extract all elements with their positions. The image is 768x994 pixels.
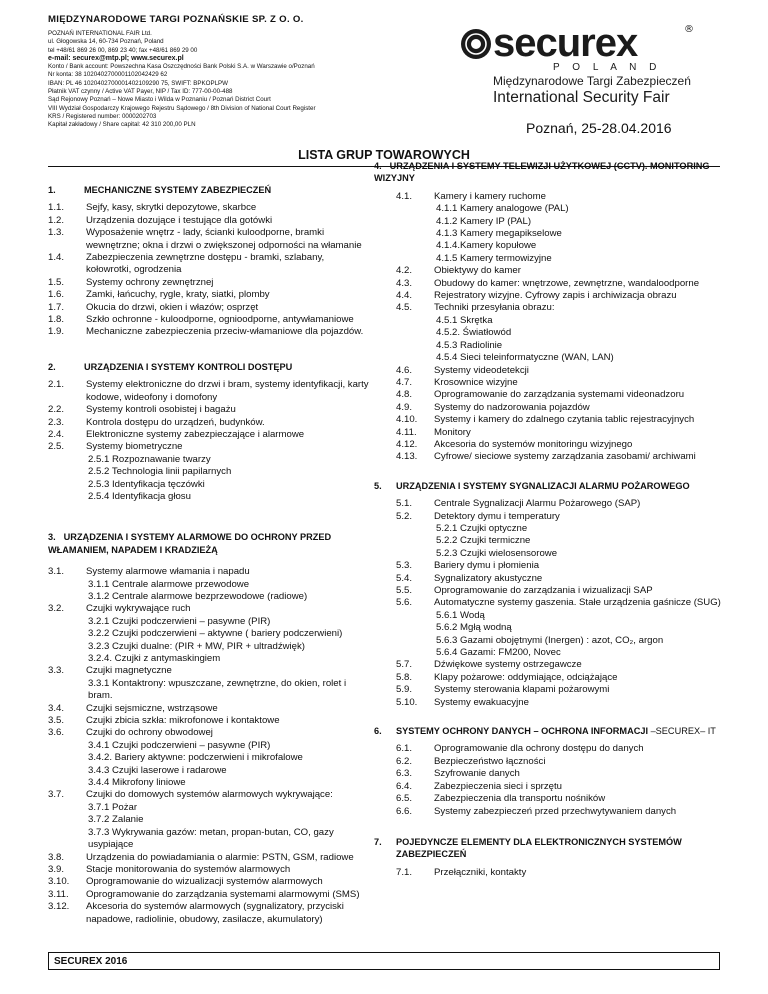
- item-number: 1.8.: [48, 314, 65, 326]
- sub-item: 4.5.1 Skrętka: [436, 314, 493, 326]
- section-5: [374, 480, 726, 709]
- sub-item: 3.2.4. Czujki z antymaskingiem: [88, 653, 221, 664]
- list-item: [48, 864, 370, 876]
- right-column: [374, 160, 726, 889]
- item-number: 3.11.: [48, 888, 69, 900]
- list-item: [396, 290, 726, 302]
- item-text: Systemy biometryczne: [86, 441, 183, 453]
- event-date: Poznań, 25-28.04.2016: [526, 120, 672, 136]
- sub-item: 3.7.1 Pożar: [88, 801, 138, 813]
- sub-item: 3.4.4 Mikrofony liniowe: [88, 777, 186, 789]
- item-text: Kontrola dostępu do urządzeń, budynków.: [86, 416, 265, 428]
- list-item: [48, 404, 370, 416]
- list-item: [396, 265, 726, 277]
- org-line: POZNAŃ INTERNATIONAL FAIR Ltd.: [48, 30, 152, 37]
- list-item: [48, 901, 370, 926]
- list-item: [48, 202, 370, 214]
- section-items: [396, 191, 726, 464]
- section-items: [396, 498, 726, 709]
- section-items: [48, 566, 370, 926]
- org-line: Nr konta: 38 1020402700001102042429 62: [48, 71, 168, 79]
- org-line: KRS / Registered number: 0000202703: [48, 112, 157, 120]
- left-column: [48, 184, 370, 936]
- item-number: 6.4.: [396, 780, 413, 792]
- section-4: [374, 160, 726, 464]
- list-item: [48, 441, 370, 453]
- item-number: 4.6.: [396, 364, 413, 376]
- item-number: 2.4.: [48, 428, 65, 440]
- list-item: [48, 429, 370, 441]
- item-number: 1.4.: [48, 252, 65, 264]
- item-text: Szyfrowanie danych: [434, 768, 520, 780]
- item-number: 3.2.: [48, 603, 65, 615]
- item-text: Zabezpieczenia sieci i sprzętu: [434, 780, 562, 792]
- sub-item: 3.4.1 Czujki podczerwieni – pasywne (PIR): [88, 739, 271, 751]
- item-number: 5.8.: [396, 671, 413, 683]
- sub-item: 3.1.1 Centrale alarmowe przewodowe: [88, 578, 250, 590]
- org-contact-block: [48, 30, 408, 130]
- item-text: Rejestratory wizyjne. Cyfrowy zapis i archiwizacja obrazu: [434, 290, 677, 302]
- list-item: [48, 252, 370, 277]
- item-text: Czujki magnetyczne: [86, 665, 172, 677]
- item-text: Klapy pożarowe: oddymiające, odciążające: [434, 671, 618, 683]
- item-text: Kamery i kamery ruchome: [434, 190, 546, 202]
- sub-item: 4.5.4 Sieci teleinformatyczne (WAN, LAN): [436, 352, 614, 364]
- item-number: 1.6.: [48, 289, 65, 301]
- org-name: MIĘDZYNARODOWE TARGI POZNAŃSKIE SP. Z O. O.: [48, 14, 304, 25]
- item-number: 2.1.: [48, 379, 65, 391]
- section-heading: 3. URZĄDZENIA I SYSTEMY ALARMOWE DO OCHRONY PRZED WŁAMANIEM, NAPADEM I KRADZIEŻĄ: [48, 532, 332, 555]
- item-number: 4.5.: [396, 302, 413, 314]
- item-number: 2.2.: [48, 404, 65, 416]
- item-number: 3.3.: [48, 665, 65, 677]
- item-text: Mechaniczne zabezpieczenia przeciw-włamaniowe dla pojazdów.: [86, 326, 364, 338]
- item-number: 3.4.: [48, 702, 65, 714]
- sub-item: 5.2.3 Czujki wielosensorowe: [436, 547, 558, 559]
- list-item: [48, 603, 370, 615]
- logo-tagline-en: International Security Fair: [493, 89, 670, 106]
- item-text: Urządzenia dozujące i testujące dla gotówki: [86, 214, 273, 226]
- sub-item: 5.2.1 Czujki optyczne: [436, 522, 528, 534]
- item-number: 5.6.: [396, 597, 413, 609]
- item-text: Czujki sejsmiczne, wstrząsowe: [86, 702, 218, 714]
- item-text: Systemy elektroniczne do drzwi i bram, systemy identyfikacji, karty kodowe, wideofony i domofony: [86, 379, 369, 403]
- list-item: [48, 289, 370, 301]
- item-number: 7.1.: [396, 866, 413, 878]
- sub-item: 5.6.3 Gazami obojętnymi (Inergen) : azot, CO₂, argon: [436, 634, 664, 646]
- item-number: 5.7.: [396, 659, 413, 671]
- item-text: Oprogramowanie do wizualizacji systemów alarmowych: [86, 876, 323, 888]
- section-items: [396, 867, 726, 879]
- list-item: [396, 573, 726, 585]
- list-item: [48, 215, 370, 227]
- item-number: 1.7.: [48, 301, 65, 313]
- section-heading: 2. URZĄDZENIA I SYSTEMY KONTROLI DOSTĘPU: [48, 361, 293, 372]
- sub-item: 3.2.1 Czujki podczerwieni – pasywne (PIR): [88, 615, 271, 627]
- logo-tagline-pl: Międzynarodowe Targi Zabezpieczeń: [493, 74, 691, 88]
- logo-brand: securex: [493, 21, 638, 65]
- item-number: 3.8.: [48, 851, 65, 863]
- page-title: LISTA GRUP TOWAROWYCH: [298, 148, 470, 162]
- item-number: 2.3.: [48, 416, 65, 428]
- item-number: 4.10.: [396, 414, 418, 426]
- item-text: Sygnalizatory akustyczne: [434, 572, 543, 584]
- list-item: [48, 789, 370, 801]
- sub-item: 3.7.3 Wykrywania gazów: metan, propan-butan, CO, gazy usypiające: [88, 826, 334, 851]
- section-heading: 5. URZĄDZENIA I SYSTEMY SYGNALIZACJI ALARMU POŻAROWEGO: [374, 480, 690, 491]
- section-heading: 4. URZĄDZENIA I SYSTEMY TELEWIZJI UŻYTKOWEJ (CCTV). MONITORING WIZYJNY: [374, 161, 710, 184]
- list-item: [396, 659, 726, 671]
- section-2: [48, 361, 370, 503]
- item-number: 4.3.: [396, 277, 413, 289]
- list-item: [396, 672, 726, 684]
- sub-item: 3.1.2 Centrale alarmowe bezprzewodowe (radiowe): [88, 590, 308, 602]
- item-text: Detektory dymu i temperatury: [434, 510, 560, 522]
- sub-item: 5.6.1 Wodą: [436, 609, 485, 621]
- org-line: ul. Głogowska 14, 60-734 Poznań, Poland: [48, 38, 164, 46]
- section-7: [374, 836, 726, 879]
- list-item: [48, 227, 370, 252]
- item-text: Systemy zabezpieczeń przed przechwytywaniem danych: [434, 805, 677, 817]
- item-number: 3.12.: [48, 901, 70, 913]
- item-text: Sejfy, kasy, skrytki depozytowe, skarbce: [86, 202, 257, 214]
- item-number: 1.9.: [48, 326, 65, 338]
- sub-item: 2.5.4 Identyfikacja głosu: [88, 490, 191, 502]
- list-item: [396, 743, 726, 755]
- list-item: [48, 326, 370, 338]
- item-text: Oprogramowanie dla ochrony dostępu do danych: [434, 743, 644, 755]
- sub-item: 5.6.4 Gazami: FM200, Novec: [436, 647, 561, 659]
- list-item: [396, 451, 726, 463]
- list-item: [396, 585, 726, 597]
- item-text: Oprogramowanie do zarządzania systemami videonadzoru: [434, 389, 685, 401]
- item-number: 5.10.: [396, 696, 418, 708]
- item-number: 5.1.: [396, 498, 413, 510]
- item-number: 4.7.: [396, 376, 413, 388]
- item-text: Okucia do drzwi, okien i włazów; osprzęt: [86, 301, 259, 313]
- item-text: Obudowy do kamer: wnętrzowe, zewnętrzne, wandaloodporne: [434, 277, 700, 289]
- list-item: [396, 697, 726, 709]
- list-item: [396, 498, 726, 510]
- item-text: Stacje monitorowania do systemów alarmowych: [86, 863, 291, 875]
- sub-item: 3.2.2 Czujki podczerwieni – aktywne ( bariery podczerwieni): [88, 628, 343, 640]
- list-item: [396, 427, 726, 439]
- item-number: 4.9.: [396, 401, 413, 413]
- list-item: [48, 417, 370, 429]
- list-item: [396, 402, 726, 414]
- item-text: Oprogramowanie do zarządzania i wizualizacji SAP: [434, 585, 653, 596]
- item-text: Systemy kontroli osobistej i bagażu: [86, 404, 236, 416]
- item-text: Monitory: [434, 426, 471, 438]
- item-text: Automatyczne systemy gaszenia. Stałe urządzenia gaśnicze (SUG): [434, 597, 721, 609]
- footer-box: [48, 952, 720, 970]
- item-text: Cyfrowe/ sieciowe systemy zarządzania zasobami/ archiwami: [434, 451, 696, 463]
- item-number: 6.6.: [396, 805, 413, 817]
- item-number: 3.9.: [48, 863, 65, 875]
- item-number: 4.12.: [396, 438, 418, 450]
- item-number: 4.11.: [396, 426, 417, 438]
- item-text: Czujki do domowych systemów alarmowych wykrywające:: [86, 789, 333, 801]
- list-item: [396, 597, 726, 609]
- sub-item: 4.1.5 Kamery termowizyjne: [436, 252, 552, 264]
- item-text: Przełączniki, kontakty: [434, 866, 527, 878]
- item-number: 3.7.: [48, 789, 65, 801]
- list-item: [48, 703, 370, 715]
- item-text: Akcesoria do systemów monitoringu wizyjnego: [434, 438, 633, 450]
- item-number: 1.1.: [48, 202, 65, 214]
- list-item: [396, 414, 726, 426]
- section-1: [48, 184, 370, 339]
- list-item: [48, 566, 370, 578]
- item-number: 5.4.: [396, 572, 413, 584]
- securex-logo: [455, 18, 705, 108]
- list-item: [396, 781, 726, 793]
- list-item: [396, 377, 726, 389]
- list-item: [48, 876, 370, 888]
- list-item: [48, 852, 370, 864]
- item-text: Zamki, łańcuchy, rygle, kraty, siatki, plomby: [86, 289, 270, 301]
- item-number: 6.5.: [396, 793, 413, 805]
- section-3: [48, 531, 370, 926]
- item-number: 5.3.: [396, 560, 413, 572]
- list-item: [48, 715, 370, 727]
- list-item: [396, 365, 726, 377]
- section-items: [48, 202, 370, 338]
- item-number: 4.8.: [396, 389, 413, 401]
- sub-item: 2.5.1 Rozpoznawanie twarzy: [88, 453, 211, 465]
- item-text: Oprogramowanie do zarządzania systemami alarmowymi (SMS): [86, 888, 360, 900]
- list-item: [396, 511, 726, 523]
- list-item: [396, 768, 726, 780]
- section-heading: 1. MECHANICZNE SYSTEMY ZABEZPIECZEŃ: [48, 185, 272, 195]
- item-text: Systemy do nadzorowania pojazdów: [434, 401, 590, 413]
- item-text: Obiektywy do kamer: [434, 265, 521, 277]
- list-item: [396, 684, 726, 696]
- item-number: 2.5.: [48, 441, 65, 453]
- org-line: Sąd Rejonowy Poznań – Nowe Miasto i Wilda w Poznaniu / Poznań District Court: [48, 96, 271, 104]
- item-text: Systemy videodetekcji: [434, 364, 529, 376]
- sub-item: 5.2.2 Czujki termiczne: [436, 535, 531, 547]
- item-number: 6.2.: [396, 755, 413, 767]
- item-text: Dźwiękowe systemy ostrzegawcze: [434, 659, 582, 671]
- footer-label: SECUREX 2016: [54, 956, 128, 967]
- item-number: 4.13.: [396, 451, 418, 463]
- section-heading: 6. SYSTEMY OCHRONY DANYCH – OCHRONA INFORMACJI –SECUREX– IT: [374, 726, 716, 737]
- item-number: 1.2.: [48, 214, 65, 226]
- item-number: 6.1.: [396, 743, 413, 755]
- section-items: [48, 379, 370, 503]
- sub-item: 2.5.2 Technologia linii papilarnych: [88, 466, 232, 478]
- list-item: [48, 889, 370, 901]
- list-item: [48, 302, 370, 314]
- item-text: Akcesoria do systemów alarmowych (sygnalizatory, przyciski napadowe, radiolinie, obudowy, zasilacze, akumulatory): [86, 901, 344, 925]
- item-text: Systemy ochrony zewnętrznej: [86, 276, 214, 288]
- item-text: Krosownice wizyjne: [434, 376, 518, 388]
- sub-item: 3.3.1 Kontaktrony: wpuszczane, zewnętrzne, do okien, rolet i bram.: [88, 677, 347, 702]
- list-item: [48, 277, 370, 289]
- list-item: [396, 439, 726, 451]
- org-line: tel +48/61 869 26 00, 869 23 40; fax +48/61 869 29 00: [48, 46, 198, 54]
- list-item: [48, 314, 370, 326]
- item-text: Systemy sterowania klapami pożarowymi: [434, 684, 610, 696]
- sub-item: 3.4.2. Bariery aktywne: podczerwieni i mikrofalowe: [88, 752, 303, 764]
- item-text: Bariery dymu i płomienia: [434, 560, 540, 572]
- item-number: 3.5.: [48, 715, 65, 727]
- item-number: 1.5.: [48, 276, 65, 288]
- list-item: [396, 302, 726, 314]
- org-line: IBAN: PL 46 1020402700001402109290 75, SWIFT: BPKOPLPW: [48, 79, 229, 87]
- item-text: Bezpieczeństwo łączności: [434, 755, 546, 767]
- item-text: Zabezpieczenia dla transportu nośników: [434, 793, 606, 805]
- item-number: 5.9.: [396, 684, 413, 696]
- item-text: Czujki do ochrony obwodowej: [86, 727, 213, 739]
- sub-item: 3.2.3 Czujki dualne: (PIR + MW, PIR + ultradźwięk): [88, 640, 306, 652]
- item-number: 5.2.: [396, 510, 413, 522]
- list-item: [396, 793, 726, 805]
- item-text: Elektroniczne systemy zabezpieczające i alarmowe: [86, 428, 305, 440]
- item-text: Zabezpieczenia zewnętrzne dostępu - bramki, szlabany, kołowrotki, ogrodzenia: [86, 252, 325, 276]
- list-item: [396, 278, 726, 290]
- section-6: [374, 725, 726, 818]
- list-item: [396, 806, 726, 818]
- item-number: 3.1.: [48, 566, 65, 578]
- item-number: 4.4.: [396, 290, 413, 302]
- item-number: 3.10.: [48, 876, 70, 888]
- sub-item: 4.1.2 Kamery IP (PAL): [436, 215, 532, 227]
- item-text: Systemy i kamery do zdalnego czytania tablic rejestracyjnych: [434, 414, 695, 426]
- sub-item: 4.5.3 Radiolinie: [436, 339, 503, 351]
- item-number: 1.3.: [48, 227, 65, 239]
- item-number: 5.5.: [396, 585, 413, 596]
- sub-item: 3.7.2 Zalanie: [88, 814, 144, 826]
- list-item: [48, 727, 370, 739]
- sub-item: 4.1.4.Kamery kopułowe: [436, 240, 537, 252]
- logo-registered: ®: [684, 24, 694, 35]
- sub-item: 5.6.2 Mgłą wodną: [436, 622, 512, 634]
- org-line: Kapitał zakładowy / Share capital: 42 310 200,00 PLN: [48, 121, 196, 129]
- org-line: Płatnik VAT czynny / Active VAT Payer, NIP / Tax ID: 777-00-00-488: [48, 88, 233, 96]
- org-line: Konto / Bank account: Powszechna Kasa Oszczędności Bank Polski S.A. w Warszawie o/Poznań: [48, 63, 315, 71]
- item-text: Czujki zbicia szkła: mikrofonowe i kontaktowe: [86, 715, 280, 727]
- section-items: [396, 743, 726, 817]
- list-item: [396, 389, 726, 401]
- item-number: 4.2.: [396, 265, 413, 277]
- sub-item: 4.5.2. Światłowód: [436, 327, 512, 339]
- item-text: Wyposażenie wnętrz - lady, ścianki kuloodporne, bramki wewnętrzne; okna i drzwi o zwiększonej odporności na włamanie: [86, 227, 362, 251]
- sub-item: 4.1.3 Kamery megapikselowe: [436, 228, 562, 240]
- sub-item: 3.4.3 Czujki laserowe i radarowe: [88, 764, 227, 776]
- org-email-web: e-mail: securex@mtp.pl; www.securex.pl: [48, 54, 184, 62]
- item-number: 3.6.: [48, 727, 65, 739]
- section-heading: 7. POJEDYNCZE ELEMENTY DLA ELEKTRONICZNYCH SYSTEMÓW ZABEZPIECZEŃ: [374, 836, 682, 860]
- list-item: [48, 665, 370, 677]
- list-item: [396, 560, 726, 572]
- list-item: [396, 191, 726, 203]
- list-item: [48, 379, 370, 404]
- item-number: 4.1.: [396, 190, 413, 202]
- org-line: VIII Wydział Gospodarczy Krajowego Rejestru Sądowego / 8th Division of National Court Register: [48, 104, 316, 112]
- logo-country: P O L A N D: [553, 62, 662, 73]
- item-text: Szkło ochronne - kuloodporne, ognioodporne, antywłamaniowe: [86, 314, 354, 326]
- item-text: Czujki wykrywające ruch: [86, 603, 191, 615]
- list-item: [396, 756, 726, 768]
- item-text: Centrale Sygnalizacji Alarmu Pożarowego (SAP): [434, 498, 641, 510]
- item-text: Systemy ewakuacyjne: [434, 696, 529, 708]
- list-item: [396, 867, 726, 879]
- item-text: Techniki przesyłania obrazu:: [434, 302, 555, 314]
- item-number: 6.3.: [396, 768, 413, 780]
- item-text: Urządzenia do powiadamiania o alarmie: PSTN, GSM, radiowe: [86, 851, 354, 863]
- sub-item: 2.5.3 Identyfikacja tęczówki: [88, 478, 205, 490]
- sub-item: 4.1.1 Kamery analogowe (PAL): [436, 203, 569, 215]
- item-text: Systemy alarmowe włamania i napadu: [86, 566, 250, 578]
